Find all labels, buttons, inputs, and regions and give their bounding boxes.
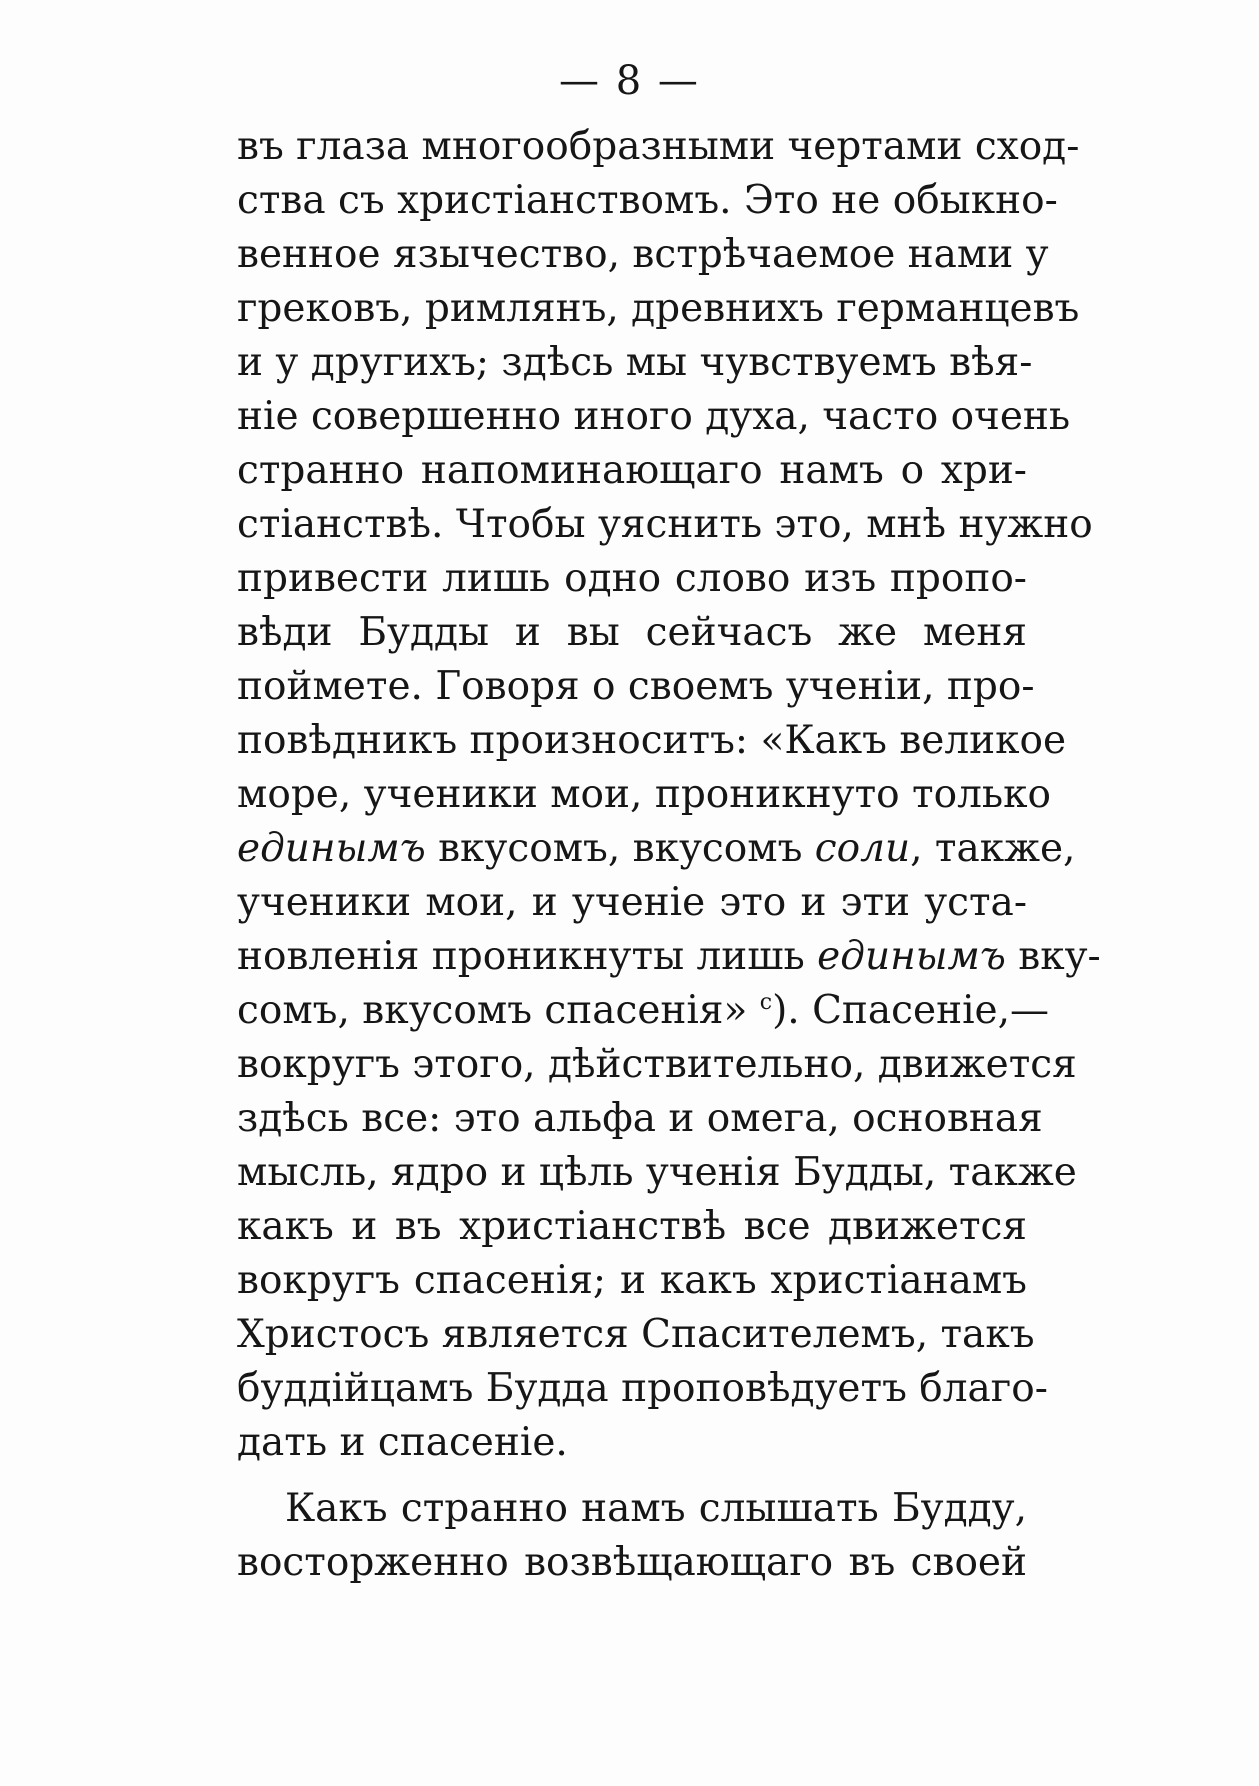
page-number: — 8 — <box>559 58 700 104</box>
text-line: здѣсь все: это альфа и омега, основная <box>237 1096 1043 1141</box>
text-line: море, ученики мои, проникнуто только <box>237 772 1051 817</box>
text-line: Христосъ является Спасителемъ, такъ <box>237 1312 1035 1357</box>
text-line: вокругъ этого, дѣйствительно, движется <box>237 1042 1077 1087</box>
text-line: ніе совершенно иного духа, часто очень <box>237 394 1071 439</box>
text-line: вокругъ спасенія; и какъ христіанамъ <box>237 1258 1027 1303</box>
text-line: мысль, ядро и цѣль ученія Будды, также <box>237 1150 1077 1195</box>
text-line: восторженно возвѣщающаго въ своей <box>237 1540 1027 1585</box>
text-line: поймете. Говоря о своемъ ученіи, про- <box>237 664 1035 709</box>
text-line: дать и спасеніе. <box>237 1420 568 1465</box>
text-fragment: ). Спасеніе,— <box>772 988 1050 1033</box>
italic-word: единымъ <box>237 826 426 871</box>
text-fragment: вку- <box>1005 934 1101 979</box>
italic-word: соли <box>814 826 911 871</box>
footnote-marker: c <box>759 990 773 1015</box>
text-line-with-footnote <box>237 984 1050 1038</box>
text-line: ученики мои, и ученіе это и эти уста- <box>237 880 1027 925</box>
text-line: странно напоминающаго намъ о хри- <box>237 448 1027 493</box>
text-fragment: , также, <box>910 826 1076 871</box>
text-line: какъ и въ христіанствѣ все движется <box>237 1204 1027 1249</box>
text-fragment: вкусомъ, вкусомъ <box>425 826 815 871</box>
text-line: привести лишь одно слово изъ пропо- <box>237 556 1027 601</box>
text-line: ства съ христіанствомъ. Это не обыкно- <box>237 178 1058 223</box>
text-line: Какъ странно намъ слышать Будду, <box>285 1486 1027 1531</box>
text-line-with-italics <box>237 930 1101 984</box>
italic-word: единымъ <box>817 934 1006 979</box>
text-line: стіанствѣ. Чтобы уяснить это, мнѣ нужно <box>237 502 1093 547</box>
text-line: венное язычество, встрѣчаемое нами у <box>237 232 1049 277</box>
text-line: вѣди Будды и вы сейчасъ же меня <box>237 610 1027 655</box>
text-line: буддійцамъ Будда проповѣдуетъ благо- <box>237 1366 1048 1411</box>
body-text <box>237 120 1101 1590</box>
text-line: грековъ, римлянъ, древнихъ германцевъ <box>237 286 1080 331</box>
text-fragment: новленія проникнуты лишь <box>237 934 818 979</box>
text-line-with-italics <box>237 822 1076 876</box>
text-line: и у другихъ; здѣсь мы чувствуемъ вѣя- <box>237 340 1033 385</box>
text-fragment: сомъ, вкусомъ спасенія» <box>237 988 760 1033</box>
text-line: въ глаза многообразными чертами сход- <box>237 124 1080 169</box>
paragraph-gap <box>237 1470 1027 1482</box>
text-line: повѣдникъ произноситъ: «Какъ великое <box>237 718 1067 763</box>
